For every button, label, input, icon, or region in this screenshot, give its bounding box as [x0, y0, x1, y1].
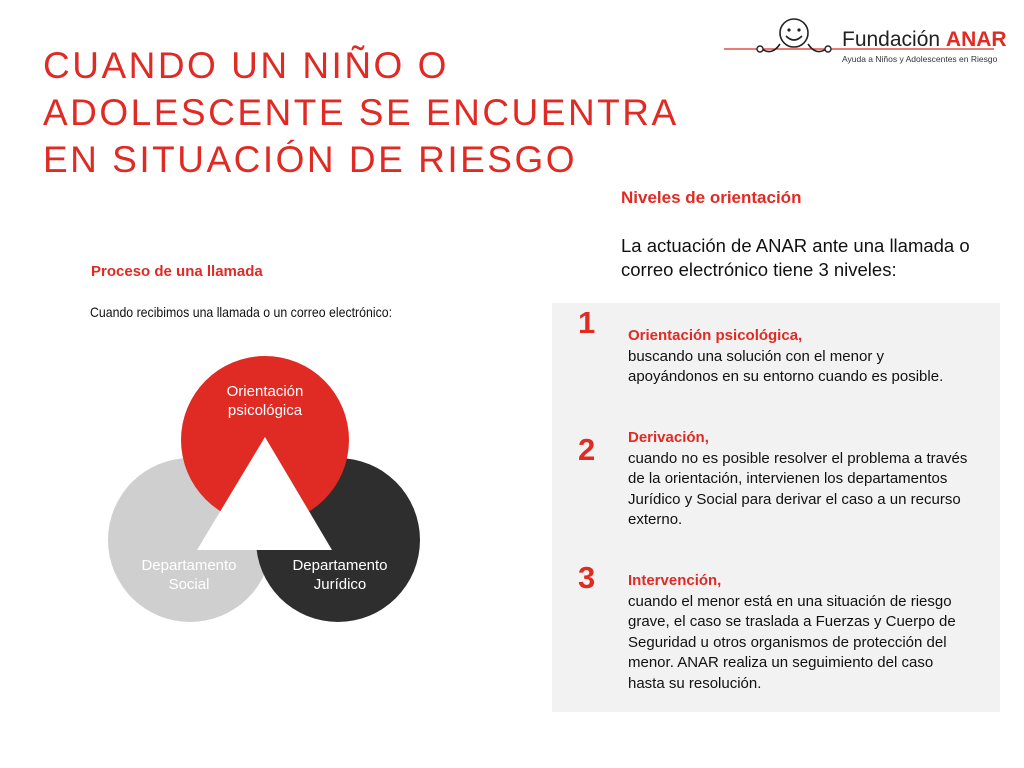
level-heading: Intervención, — [628, 572, 722, 589]
level-heading: Derivación, — [628, 429, 709, 446]
level-text: cuando el menor está en una situación de riesgo grave, el caso se traslada a Fuerzas y Cuerpo de Seguridad u otros organismos de protección del menor. ANAR realiza un seguimiento del caso hasta su resolución. — [628, 592, 956, 692]
title-line-1: CUANDO UN NIÑO O — [43, 45, 449, 86]
logo-tagline: Ayuda a Niños y Adolescentes en Riesgo — [842, 54, 998, 64]
venn-diagram — [100, 355, 430, 635]
process-description: Cuando recibimos una llamada o un correo electrónico: — [90, 304, 393, 320]
level-number: 3 — [578, 560, 596, 595]
process-title: Proceso de una llamada — [91, 263, 263, 280]
level-item — [628, 571, 973, 694]
anar-logo — [722, 14, 1007, 74]
title-line-2: ADOLESCENTE SE ENCUENTRA — [43, 92, 679, 133]
levels-title: Niveles de orientación — [621, 188, 802, 207]
level-number: 1 — [578, 305, 596, 340]
level-item — [628, 428, 973, 531]
level-heading: Orientación psicológica, — [628, 327, 803, 344]
venn-label-social: Departamento Social — [141, 557, 237, 593]
logo-brand: ANAR — [945, 28, 1007, 51]
level-text: cuando no es posible resolver el problema a través de la orientación, intervienen los departamentos Jurídico y Social para derivar el caso a un recurso externo. — [628, 449, 968, 528]
venn-label-psicologica: Orientación psicológica — [226, 383, 304, 419]
logo-name: Fundación ANAR — [842, 28, 1007, 51]
levels-intro: La actuación de ANAR ante una llamada o correo electrónico tiene 3 niveles: — [621, 235, 970, 280]
title-line-3: EN SITUACIÓN DE RIESGO — [43, 139, 578, 180]
level-number: 2 — [578, 432, 596, 467]
level-item — [628, 326, 973, 388]
level-text: buscando una solución con el menor y apoyándonos en su entorno cuando es posible. — [628, 347, 944, 385]
venn-label-juridico: Departamento Jurídico — [292, 557, 388, 593]
page-title — [43, 42, 679, 183]
